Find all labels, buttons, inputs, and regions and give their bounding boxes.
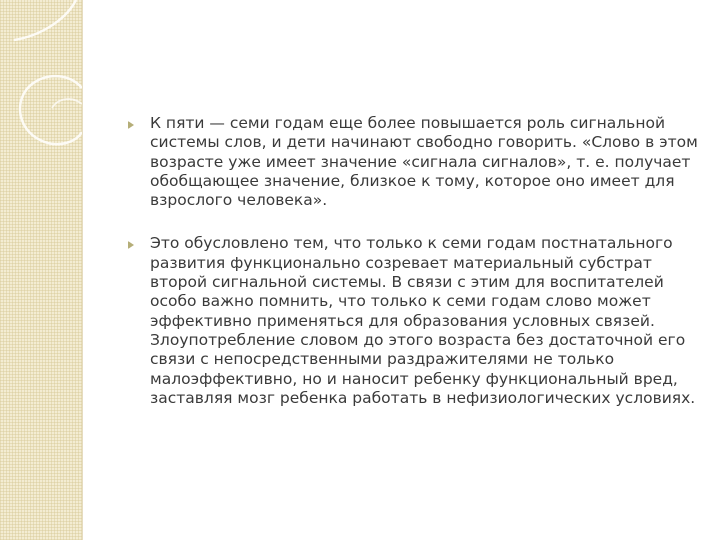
- list-item: [128, 114, 700, 210]
- decorative-side-panel: [0, 0, 82, 540]
- bullet-list: [128, 114, 700, 408]
- triangle-bullet-icon: [128, 121, 134, 129]
- decorative-swirl-icon: [0, 0, 82, 200]
- list-item: [128, 234, 700, 408]
- bullet-text: К пяти — семи годам еще более повышается роль сигнальной системы слов, и дети начинают свободно говорить. «Слово в этом возрасте уже имеет значение «сигнала сигналов», т. е. получает обобщающее значение, близкое к тому, которое оно имеет для взрослого человека».: [150, 114, 698, 210]
- bullet-text: Это обусловлено тем, что только к семи годам постнатального развития функционально созревает материальный субстрат второй сигнальной системы. В связи с этим для воспитателей особо важно помнить, что только к семи годам слово может эффективно применяться для образования условных связей. Злоупотребление словом до этого возраста без достаточной его связи с непосредственными раздражителями не только малоэффективно, но и наносит ребенку функциональный вред, заставляя мозг ребенка работать в нефизиологических условиях.: [150, 234, 696, 407]
- side-panel-divider: [82, 0, 83, 540]
- triangle-bullet-icon: [128, 241, 134, 249]
